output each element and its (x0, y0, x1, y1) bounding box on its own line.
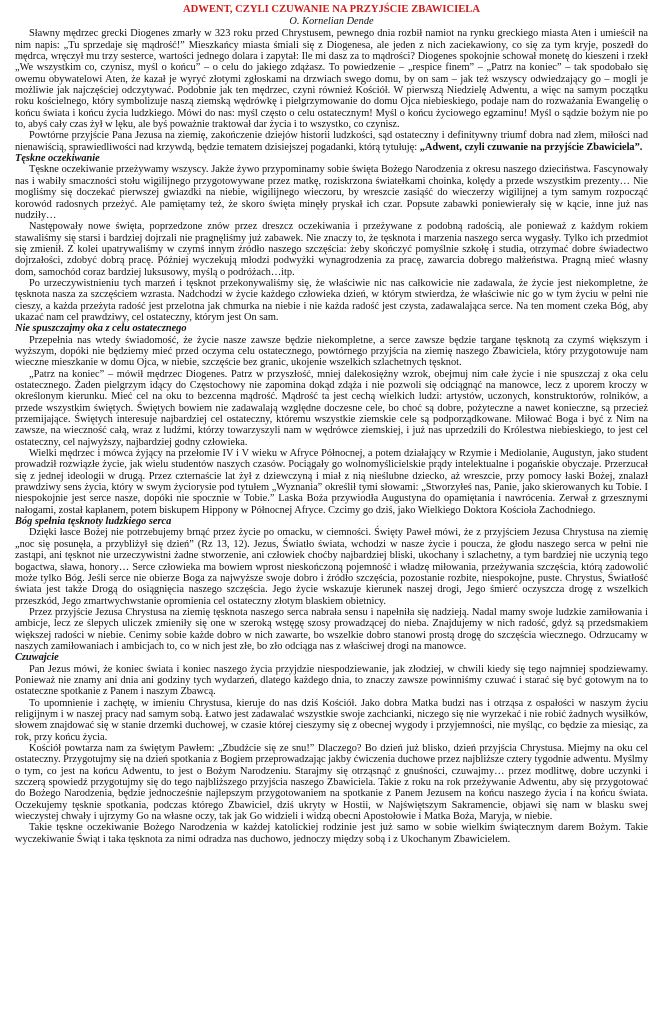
intro-paragraph-1: Sławny mędrzec grecki Diogenes zmarły w 323 roku przed Chrystusem, pewnego dnia rozbił namiot na rynku greckiego miasta Aten i umieścił na nim napis: „Tu sprzedaje się mądrość!” Mieszkańcy miasta śmiali się z Diogenesa, ale jeden z nich zaciekawiony, co się za tym kryje, poszedł do mędrca, wręczył mu trzy sesterce, wartości jednego dolara i zapytał: Ile mi dasz za to mądrości? Diogenes spokojnie schował monetę do kieszeni i rzekł „We wszystkim co, czynisz, myśl o końcu” – o celu do jakiego zdążasz. To powiedzenie – „respice finem” – „Patrz na koniec” – tak spodobało się owemu obywatelowi Aten, że kazał je wyryć złotymi zgłoskami na drzwiach swego domu, by on sam – jak też wszyscy odwiedzający go – mogli je możliwie jak najczęściej odczytywać. Podobnie jak ten mędrzec, czyni również Kościół. W pierwszą Niedzielę Adwentu, a więc na samym początku roku kościelnego, który symbolizuje naszą ziemską wędrówkę i pielgrzymowanie do domu Ojca niebieskiego, podaje nam do rozważania Ewangelię o końcu świata i końcu życia ludzkiego. Mówi do nas: myśl często o celu ostatecznym! Myśl o końcu życiowego egzaminu! Myśl o sądzie bożym nie po to, abyś cały czas żył w lęku, ale byś poważnie traktował dar życia i to wszystko, co czynisz. (15, 28, 648, 131)
intro-paragraph-2 (15, 130, 648, 153)
section-4-paragraph-1: Pan Jezus mówi, że koniec świata i koniec naszego życia przyjdzie niespodziewanie, jak złodziej, w chwili kiedy się tego najmniej spodziewamy. Ponieważ nie znamy ani dnia ani godziny tych wydarzeń, dlatego każdego dnia, to znaczy zawsze powinniśmy czuwać i starać się być gotowym na to ostateczne spotkanie z Panem i naszym Zbawcą. (15, 663, 648, 698)
article-title: ADWENT, CZYLI CZUWANIE NA PRZYJŚCIE ZBAWICIELA (182, 4, 481, 15)
section-heading-3: Bóg spełnia tęsknoty ludzkiego serca (15, 516, 172, 528)
article-author: O. Kornelian Dende (289, 16, 374, 27)
section-3-paragraph-2: Przez przyjście Jezusa Chrystusa na ziemię tęsknota naszego serca nabrała sensu i napełniła się nadzieją. Nadal mamy swoje ludzkie zamiłowania i ambicje, lecz ze ślepych uliczek zmieniły się one w szeroką wstęgę szosy prowadzącej do nieba. Znajdujemy w nich radość, gdyż są przedsmakiem większej radości w niebie. Cenimy sobie każde dobro w nich zawarte, bo wszelkie dobro stanowi prostą drogę do szczęścia wiecznego. Odrzucamy w naszych zamiłowaniach i ambicjach to, co w nich jest złe, bo zło odciąga nas z właściwej drogi na manowce. (15, 606, 648, 652)
section-1-paragraph-3: Po urzeczywistnieniu tych marzeń i tęsknot przekonywaliśmy się, że właściwie nic nas całkowicie nie zadawala, że życie jest niekompletne, że tęsknota nasza za szczęściem wzrasta. Nadchodzi w życie każdego człowieka dzień, w którym stwierdza, że właściwie nic go w tym życiu w pełni nie cieszy, a każda przeżyta radość jest przelotna jak chmurka na niebie i nie każda radość jest czysta, zadawalająca serce. Na ten moment czeka Bóg, aby ukazać nam cel prawdziwy, cel ostateczny, którym jest On sam. (15, 277, 648, 323)
intro-paragraph-2-text: Powtórne przyjście Pana Jezusa na ziemię, zakończenie dziejów historii ludzkości, sąd ostateczny i definitywny triumf dobra nad złem, miłości nad nienawiścią, sprawiedliwości nad krzywdą, będzie tematem dzisiejszej pogadanki, którą tytułuję: (15, 130, 648, 153)
intro-paragraph-2-bold: „Adwent, czyli czuwanie na przyjście Zbawiciela”. (419, 141, 643, 153)
section-heading-1: Tęskne oczekiwanie (15, 153, 100, 165)
section-2-paragraph-1: Przepełnia nas wtedy świadomość, że życie nasze zawsze będzie niekompletne, a serce zawsze będzie targane tęsknotą za czymś większym i wyższym, dopóki nie będziemy mieć przed oczyma celu ostatecznego, powtórnego przyjścia na ziemię naszego Zbawiciela, który przygotowuje nam wieczne mieszkanie w domu Ojca, w niebie, szczęście bez granic, ukojenie wszelkich szlachetnych tęsknot. (15, 334, 648, 369)
section-4-paragraph-2: To upomnienie i zachętę, w imieniu Chrystusa, kieruje do nas dziś Kościół. Jako dobra Matka budzi nas i otrząsa z ospałości w naszym życiu religijnym i w naszej pracy nad samym sobą. Łatwo jest zadawalać wszystkie swoje zachcianki, niczego się nie wyrzekać i nie robić żadnych wysiłków, słowem znajdować się w stanie drzemki duchowej, w czasie której cieszymy się z obecnej wygody i przyjemności, nie myśląc, co będzie za miesiąc, za rok, przy końcu życia. (15, 697, 648, 743)
section-2-paragraph-3: Wielki mędrzec i mówca żyjący na przełomie IV i V wieku w Afryce Północnej, a potem działający w Rzymie i Mediolanie, Augustyn, jako student prowadził rozwiązłe życie, jak wielu studentów naszych czasów. Pociągały go wolnomyślicielskie prądy intelektualne i pogańskie obyczaje. Przerzucał się z jednej ideologii w drugą. Przez czternaście lat żył z dziewczyną i miał z nią nieślubne dziecko, aż wreszcie, przy pomocy łaski Bożej, znalazł prawdziwy sens życia, który w swym życiorysie pod tytułem „Wyznania” określił tymi słowami: „Stworzyłeś nas, Panie, jako skierowanych ku Tobie. I niespokojnie jest serce nasze, dopóki nie spocznie w Tobie.” Laska Boża przywiodła Augustyna do opamiętania i nawrócenia. Zerwał z grzesznymi nałogami, został kapłanem, potem biskupem Hippony w Północnej Afryce. Czcimy go dziś, jako Wielkiego Doktora Kościoła Zachodniego. (15, 448, 648, 516)
document (15, 0, 648, 845)
section-4-paragraph-4: Takie tęskne oczekiwanie Bożego Narodzenia w każdej katolickiej rodzinie jest już samo w sobie wielkim świątecznym darem Bożym. Takie wyczekiwanie Świąt i taka tęsknota za nimi odradza nas duchowo, jednoczy między sobą i z Ukochanym Zbawicielem. (15, 822, 648, 845)
section-heading-2: Nie spuszczajmy oka z celu ostatecznego (15, 323, 187, 335)
section-4-paragraph-3: Kościół powtarza nam za świętym Pawłem: „Zbudźcie się ze snu!” Dlaczego? Bo dzień już blisko, dzień przyjścia Chrystusa. Miejmy na oku cel ostateczny. Przygotujmy się na dzień spotkania z Bogiem przeprowadzając jakby ćwiczenia duchowe przez najbliższe cztery tygodnie adwentu. Myślmy o tym, co jest na końcu Adwentu, to jest o Bożym Narodzeniu. Starajmy się otrząsnąć z gnuśności, czuwajmy… przez modlitwę, dobre uczynki i szczerą spowiedź przygotujmy się do tego najbliższego przyjścia naszego Zbawiciela. Takie z roku na rok przeżywanie Adwentu, aby się przygotować do Bożego Narodzenia, będzie jednocześnie najlepszym przygotowaniem na spotkanie z Panem Jezusem na końcu naszego życia i na końcu świata. Oczekujemy tęsknie spotkania, podczas którego Zbawiciel, dziś ukryty w Hostii, w Najświętszym Sakramencie, objawi się nam w blasku swej wieczystej chwały i ujrzymy Go na własne oczy, tak jak Go widzieli i widzą obecni Apostołowie i Matka Boża, Maryja, w niebie. (15, 743, 648, 823)
section-1-paragraph-1: Tęskne oczekiwanie przeżywamy wszyscy. Jakże żywo przypominamy sobie święta Bożego Narodzenia z okresu naszego dzieciństwa. Fascynowały nas i wabiły smaczności stołu wigilijnego przygotowywane przez matkę, roziskrzona światełkami choinka, kolędy a przede wszystkim prezenty… Nie mogliśmy się doczekać pierwszej gwiazdki na niebie, wigilijnego wieczoru, by wreszcie zasiąść do wieczerzy wigilijnej a tym samym rozpocząć korowód radosnych przeżyć. Ale pamiętamy też, że skoro święta minęły pryskał ich czar. Popsute zabawki poniewierały się w kącie, inne już nas nudziły… (15, 164, 648, 221)
section-heading-4: Czuwajcie (15, 652, 59, 664)
section-3-paragraph-1: Dzięki łasce Bożej nie potrzebujemy brnąć przez życie po omacku, w ciemności. Święty Paweł mówi, że z przyjściem Jezusa Chrystusa na ziemię „noc się posunęła, a przybliżył się dzień” (Rz 13, 12). Jezus, Światło świata, wchodzi w nasze życie i poucza, że głodu naszego serca w pełni nie zastąpi, ani tęsknot nie urzeczywistni żadne stworzenie, ani człowiek choćby najbardziej bliski, ukochany i szlachetny, a tym bardziej nie uczynią tego bogactwa, sława, honory… Serce człowieka ma bowiem wprost nieskończoną pojemność i władzę miłowania, przeżywania szczęścia, którą zadowolić może tylko Bóg. Jeśli serce nie obierze Boga za najwyższe swoje dobro i źródło szczęścia, pozostanie rozbite, niespokojne, puste. Chrystus, Światłość świata jest także Drogą do osiągnięcia naszego szczęścia. Jego życie wskazuje kierunek naszej drogi, Jego śmierć oczyszcza drogę z wszelkich przeszkód, Jego zmartwychwstanie opromienia cel ostateczny złotym blaskiem obietnicy. (15, 527, 648, 607)
section-1-paragraph-2: Następowały nowe święta, poprzedzone znów przez dreszcz oczekiwania i przeżywane z podobną radością, ale ponieważ z każdym rokiem stawaliśmy się starsi i bardziej dojrzali nie pragnęliśmy już zabawek. Nie znaczy to, że tęsknota i marzenia naszego serca wygasły. Tylko ich przedmiot się zmienił. Z kolei upatrywaliśmy w czymś innym źródło naszego szczęścia: żeby skończyć pomyślnie szkołę i studia, otrzymać dobre świadectwo dojrzałości, zdobyć dobrą pracę. Później wyczekują młodzi podwyżki wynagrodzenia za pracę, zawarcia dobrego małżeństwa. Pragną mieć własny dom, samochód coraz bardziej luksusowy, myślą o podróżach…itp. (15, 221, 648, 278)
section-2-paragraph-2: „Patrz na koniec” – mówił mędrzec Diogenes. Patrz w przyszłość, mniej dalekosiężny wzrok, obejmuj nim całe życie i nie spuszczaj z oka celu ostatecznego. Żaden pielgrzym idący do Częstochowy nie zapomina dokąd zdąża i nie pozwoli się odciągnąć na manowce, lecz z uporem kroczy w określonym kierunku. Mieć cel na oku to bezcenna mądrość. Mądrość ta jest cechą wielkich ludzi: artystów, uczonych, konstruktorów, rolników, a przede wszystkim świętych. Świętych bowiem nie zadawalają względne doczesne cele, bo choć są dobre, pożyteczne a nawet konieczne, są przecież przemijające. Świętych interesuje najbardziej cel ostateczny, któremu wszystkie ziemskie cele są podporządkowane. Miłować Boga i być z Nim na zawsze, na wieczność całą, wraz z ludźmi, którzy towarzyszyli nam w wędrówce ziemskiej, i już nas uprzedzili do Królestwa niebieskiego, to jest cel ostateczny, cel najwyższy, najbardziej godny człowieka. (15, 368, 648, 448)
